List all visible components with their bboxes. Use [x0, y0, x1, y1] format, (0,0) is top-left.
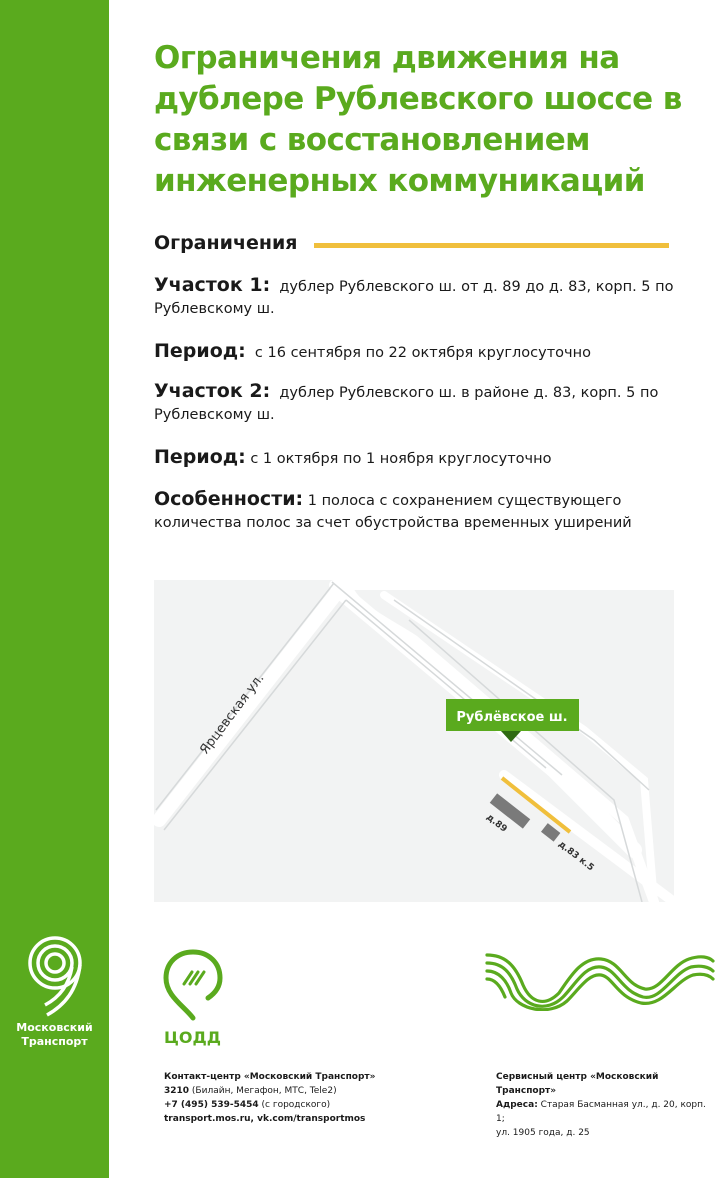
- item-text: дублер Рублевского ш. от д. 89 до д. 83, корп. 5 по Рублевскому ш.: [154, 279, 674, 317]
- item-text: 1 полоса с сохранением существующего количества полос за счет обустройства временных уширений: [154, 493, 632, 531]
- restriction-item-period2: [154, 446, 674, 470]
- contact-short-number-operators: (Билайн, Мегафон, МТС, Tele2): [189, 1086, 337, 1096]
- item-label: Участок 1:: [154, 274, 271, 296]
- service-center-address-label: Адреса:: [496, 1100, 538, 1110]
- moscow-transport-emblem-icon: [25, 935, 85, 1017]
- map-label-building-89: д.89: [484, 812, 509, 835]
- item-label: Период:: [154, 446, 246, 468]
- map-label-building-83: д.83 к.5: [556, 839, 596, 874]
- service-center-info: [496, 1070, 716, 1140]
- map-callout-rublevskoe: [446, 699, 579, 742]
- item-text: с 16 сентября по 22 октября круглосуточно: [254, 345, 591, 361]
- mos-logo: [485, 945, 715, 1015]
- map-label-rublevskoe: Рублёвское ш.: [456, 710, 568, 725]
- map-label-yartsevskaya: Ярцевская ул.: [197, 671, 268, 758]
- tsodd-logo: [162, 948, 242, 1047]
- restriction-item-period1: [154, 340, 674, 364]
- contact-center-title: Контакт-центр «Московский Транспорт»: [164, 1072, 376, 1082]
- contact-phone-note: (с городского): [258, 1100, 331, 1110]
- restriction-map: [154, 580, 674, 902]
- service-center-address-1: Старая Басманная ул., д. 20, корп. 1;: [496, 1100, 706, 1124]
- restriction-item-section2: [154, 380, 674, 426]
- page-title: Ограничения движения на дублере Рублевского шоссе в связи с восстановлением инженерных коммуникаций: [154, 40, 682, 199]
- section-heading: Ограничения: [154, 232, 298, 254]
- item-text: с 1 октября по 1 ноября круглосуточно: [250, 451, 552, 467]
- tsodd-pin-icon: [162, 948, 224, 1022]
- moscow-transport-logo-line2: Транспорт: [21, 1035, 88, 1048]
- service-center-address-2: ул. 1905 года, д. 25: [496, 1128, 590, 1138]
- contact-websites: transport.mos.ru, vk.com/transportmos: [164, 1114, 366, 1124]
- restriction-item-features: [154, 488, 674, 534]
- restriction-item-section1: [154, 274, 674, 320]
- map-road-yartsevskaya: [159, 590, 339, 820]
- item-text: дублер Рублевского ш. в районе д. 83, корп. 5 по Рублевскому ш.: [154, 385, 659, 423]
- section-divider: [314, 243, 669, 248]
- contact-phone: +7 (495) 539-5454: [164, 1100, 259, 1110]
- item-label: Период:: [154, 340, 246, 362]
- moscow-transport-logo: [0, 935, 109, 1049]
- moscow-transport-logo-line1: Московский: [16, 1021, 93, 1034]
- contact-short-number: 3210: [164, 1086, 190, 1096]
- contact-center-info: [164, 1070, 404, 1126]
- service-center-title: Сервисный центр «Московский Транспорт»: [496, 1072, 659, 1096]
- item-label: Участок 2:: [154, 380, 271, 402]
- map-building-83: [541, 823, 560, 842]
- item-label: Особенности:: [154, 488, 304, 510]
- tsodd-label: ЦОДД: [164, 1028, 221, 1047]
- mos-logo-icon: [485, 945, 715, 1011]
